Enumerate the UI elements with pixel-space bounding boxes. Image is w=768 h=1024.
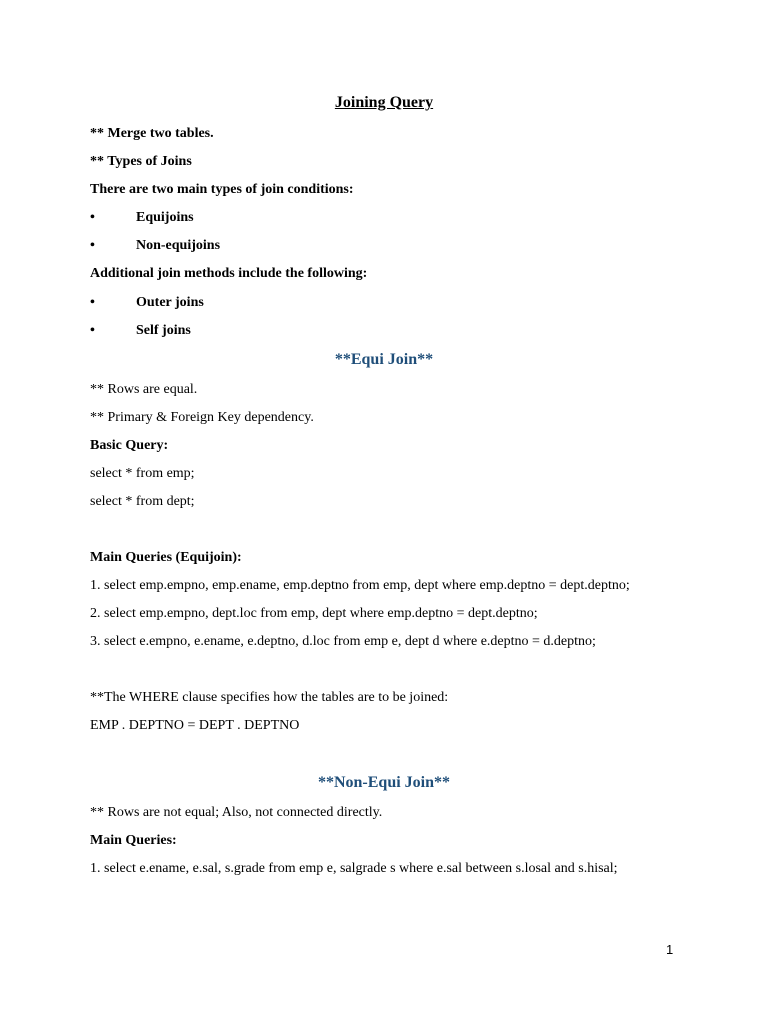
non-equi-join-heading: **Non-Equi Join**: [317, 774, 451, 791]
list-item: [90, 323, 191, 339]
equi-main-query-3: 3. select e.empno, e.ename, e.deptno, d.loc from emp e, dept d where e.deptno = d.deptno;: [90, 634, 596, 649]
bullet-icon: •: [90, 210, 95, 225]
list-item-label: Outer joins: [136, 295, 204, 310]
page-title: Joining Query: [334, 94, 434, 111]
bullet-icon: •: [90, 295, 95, 310]
intro-types: ** Types of Joins: [90, 154, 192, 169]
non-equi-note-1: ** Rows are not equal; Also, not connected directly.: [90, 805, 383, 820]
basic-query-1: select * from emp;: [90, 466, 195, 481]
non-equi-main-heading: Main Queries:: [90, 833, 177, 848]
basic-query-heading: Basic Query:: [90, 438, 169, 453]
bullet-icon: •: [90, 238, 95, 253]
equi-main-query-1: 1. select emp.empno, emp.ename, emp.deptno from emp, dept where emp.deptno = dept.deptno;: [90, 578, 630, 593]
equi-join-heading: **Equi Join**: [334, 351, 434, 368]
intro-merge: ** Merge two tables.: [90, 126, 214, 141]
equi-main-query-2: 2. select emp.empno, dept.loc from emp, dept where emp.deptno = dept.deptno;: [90, 606, 538, 621]
where-expression: EMP . DEPTNO = DEPT . DEPTNO: [90, 718, 300, 733]
equi-note-2: ** Primary & Foreign Key dependency.: [90, 410, 314, 425]
additional-heading: Additional join methods include the following:: [90, 266, 368, 281]
list-item-label: Self joins: [136, 323, 191, 338]
basic-query-2: select * from dept;: [90, 494, 195, 509]
bullet-icon: •: [90, 323, 95, 338]
where-note: **The WHERE clause specifies how the tables are to be joined:: [90, 690, 449, 705]
non-equi-main-query-1: 1. select e.ename, e.sal, s.grade from emp e, salgrade s where e.sal between s.losal and s.hisal;: [90, 861, 618, 876]
list-item: [90, 295, 204, 311]
equi-note-1: ** Rows are equal.: [90, 382, 198, 397]
list-item-label: Equijoins: [136, 210, 194, 225]
list-item: [90, 210, 194, 226]
list-item: [90, 238, 220, 254]
list-item-label: Non-equijoins: [136, 238, 221, 253]
equi-main-heading: Main Queries (Equijoin):: [90, 550, 242, 565]
main-types-heading: There are two main types of join conditions:: [90, 182, 354, 197]
page-number: 1: [666, 942, 674, 957]
